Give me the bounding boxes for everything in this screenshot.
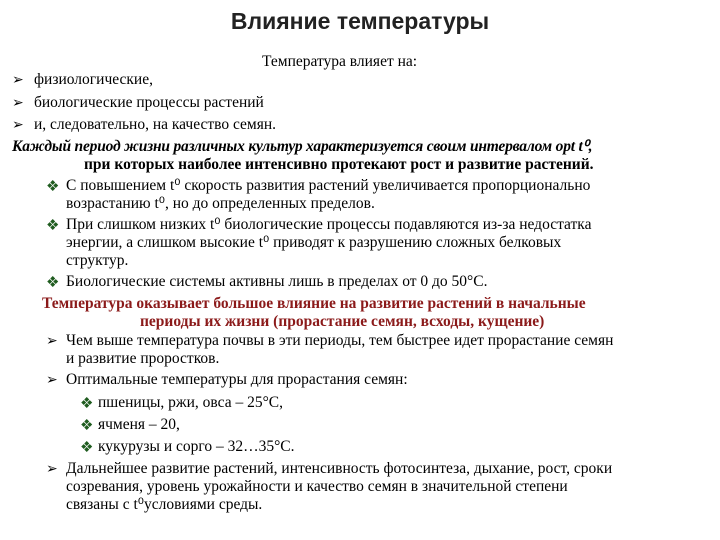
list2-item-3-line-3: связаны с t⁰условиями среды. xyxy=(66,496,263,513)
top-list-item: и, следовательно, на качество семян. xyxy=(34,116,277,133)
paragraph-2-line-2: периоды их жизни (прорастание семян, всходы, кущение) xyxy=(140,313,545,330)
paragraph-1-line-1: Каждый период жизни различных культур характеризуется своим интервалом opt t⁰, xyxy=(12,138,593,155)
sub-list-item: пшеницы, ржи, овса – 25°С, xyxy=(98,394,284,411)
list2-item-2: Оптимальные температуры для прорастания семян: xyxy=(66,371,408,388)
sub-list-item: ячменя – 20, xyxy=(98,416,180,433)
diamond-bullet-icon: ❖ xyxy=(80,440,94,456)
diamond-bullet-icon: ❖ xyxy=(46,179,60,195)
diamond-bullet-icon: ❖ xyxy=(80,396,94,412)
list1-item-1-line-1: С повышением t⁰ скорость развития растений увеличивается пропорционально xyxy=(66,177,591,194)
sub-list-item: кукурузы и сорго – 32…35°С. xyxy=(98,438,295,455)
list1-item-2-line-2: энергии, а слишком высокие t⁰ приводят к разрушению сложных белковых xyxy=(66,234,562,251)
page-title: Влияние температуры xyxy=(230,8,490,34)
list1-item-1-line-2: возрастанию t⁰, но до определенных пределов. xyxy=(66,195,375,212)
paragraph-2-line-1: Температура оказывает большое влияние на развитие растений в начальные xyxy=(42,295,586,312)
diamond-bullet-icon: ❖ xyxy=(46,218,60,234)
list2-item-1-line-1: Чем выше температура почвы в эти периоды, тем быстрее идет прорастание семян xyxy=(66,332,614,349)
diamond-bullet-icon: ❖ xyxy=(46,275,60,291)
list1-item-3-line-1: Биологические системы активны лишь в пределах от 0 до 50°С. xyxy=(66,273,488,290)
list2-item-3-line-2: созревания, уровень урожайности и качество семян в значительной степени xyxy=(66,478,568,495)
arrow-bullet-icon: ➢ xyxy=(12,73,24,88)
arrow-bullet-icon: ➢ xyxy=(46,334,58,349)
top-list-item: физиологические, xyxy=(34,71,153,88)
top-list-item: биологические процессы растений xyxy=(34,94,264,111)
list1-item-2-line-3: структур. xyxy=(66,252,129,269)
subtitle: Температура влияет на: xyxy=(262,53,418,70)
arrow-bullet-icon: ➢ xyxy=(46,462,58,477)
arrow-bullet-icon: ➢ xyxy=(46,373,58,388)
list1-item-2-line-1: При слишком низких t⁰ биологические процессы подавляются из-за недостатка xyxy=(66,216,592,233)
arrow-bullet-icon: ➢ xyxy=(12,96,24,111)
list2-item-3-line-1: Дальнейшее развитие растений, интенсивность фотосинтеза, дыхание, рост, сроки xyxy=(66,460,613,477)
paragraph-1-line-2: при которых наиболее интенсивно протекают рост и развитие растений. xyxy=(84,156,594,173)
arrow-bullet-icon: ➢ xyxy=(12,118,24,133)
diamond-bullet-icon: ❖ xyxy=(80,418,94,434)
list2-item-1-line-2: и развитие проростков. xyxy=(66,350,220,367)
